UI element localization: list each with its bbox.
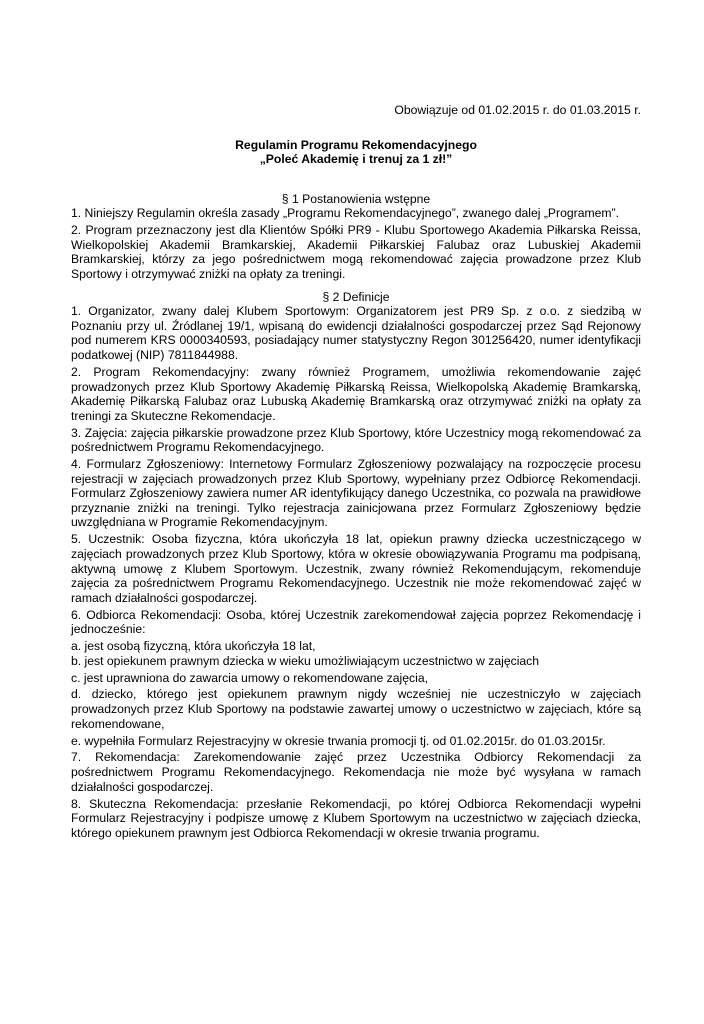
section-2-paragraph: 4. Formularz Zgłoszeniowy: Internetowy Formularz Zgłoszeniowy pozwalający na rozpoczęcie procesu rejestracji w zajęciach prowadzonych przez Klub Sportowy, wypełniany przez Odbiorcę Rekomendacji. Formularz Zgłoszeniowy zawiera numer AR identyfikujący danego Uczestnika, co pozwala na prawidłowe przyznanie zniżki na treningi. Tylko rejestracja zainicjowana przez Formularz Zgłoszeniowy będzie uwzględniana w Programie Rekomendacyjnym. xyxy=(71,457,641,530)
validity-period: Obowiązuje od 01.02.2015 r. do 01.03.2015 r. xyxy=(394,103,641,117)
section-2-paragraph: 1. Organizator, zwany dalej Klubem Sportowym: Organizatorem jest PR9 Sp. z o.o. z siedzibą w Poznaniu przy ul. Źródlanej 19/1, wpisaną do ewidencji działalności gospodarczej przez Sąd Rejonowy pod numerem KRS 0000340593, posiadający numer statystyczny Regon 301256420, numer identyfikacji podatkowej (NIP) 7811844988. xyxy=(71,304,641,363)
section-2-paragraph: 6. Odbiorca Rekomendacji: Osoba, której Uczestnik zarekomendował zajęcia poprzez Rekomendację i jednocześnie: xyxy=(71,607,641,637)
list-item: a. jest osobą fizyczną, która ukończyła 18 lat, xyxy=(71,639,316,654)
section-2-paragraph: 7. Rekomendacja: Zarekomendowanie zajęć przez Uczestnika Odbiorcy Rekomendacji za pośrednictwem Programu Rekomendacyjnego. Rekomendacja nie może być wysyłana w ramach działalności gospodarczej. xyxy=(71,750,641,794)
section-1-paragraph: 1. Niniejszy Regulamin określa zasady „Programu Rekomendacyjnego”, zwanego dalej „Programem”. xyxy=(71,206,620,221)
section-1-paragraph: 2. Program przeznaczony jest dla Klientów Spółki PR9 - Klubu Sportowego Akademia Piłkarska Reissa, Wielkopolskiej Akademii Bramkarskiej, Akademii Piłkarskiej Falubaz oraz Lubuskiej Akademii Bramkarskiej, którzy za jego pośrednictwem mogą rekomendować zajęcia prowadzone przez Klub Sportowy i otrzymywać zniżki na opłaty za treningi. xyxy=(71,223,641,282)
section-2-paragraph: 3. Zajęcia: zajęcia piłkarskie prowadzone przez Klub Sportowy, które Uczestnicy mogą rekomendować za pośrednictwem Programu Rekomendacyjnego. xyxy=(71,425,641,455)
list-item: b. jest opiekunem prawnym dziecka w wieku umożliwiającym uczestnictwo w zajęciach xyxy=(71,653,540,668)
section-2-paragraph: 8. Skuteczna Rekomendacja: przesłanie Rekomendacji, po której Odbiorca Rekomendacji wypełni Formularz Rejestracyjny i podpisze umowę z Klubem Sportowym na uczestnictwo w zajęciach dziecka, którego opiekunem prawnym jest Odbiorca Rekomendacji w okresie trwania programu. xyxy=(71,796,641,840)
section-2-paragraph: 2. Program Rekomendacyjny: zwany również Programem, umożliwia rekomendowanie zajęć prowadzonych przez Klub Sportowy Akademię Piłkarską Reissa, Wielkopolską Akademię Bramkarską, Akademię Piłkarską Falubaz oraz Lubuską Akademię Bramkarską oraz otrzymywać zniżki na opłaty za treningi za Skuteczne Rekomendacje. xyxy=(71,364,641,423)
section-1-heading: § 1 Postanowienia wstępne xyxy=(281,191,431,206)
section-2-heading: § 2 Definicje xyxy=(322,289,390,304)
list-item: d. dziecko, którego jest opiekunem prawnym nigdy wcześniej nie uczestniczyło w zajęciach prowadzonych przez Klub Sportowy na podstawie zawartej umowy o uczestnictwo w zajęciach, które są rekomendowane, xyxy=(71,687,641,731)
list-item: e. wypełniła Formularz Rejestracyjny w okresie trwania promocji tj. od 01.02.2015r. do 01.03.2015r. xyxy=(71,733,606,748)
section-2-paragraph: 5. Uczestnik: Osoba fizyczna, która ukończyła 18 lat, opiekun prawny dziecka uczestniczącego w zajęciach prowadzonych przez Klub Sportowy, która w okresie obowiązywania Programu ma podpisaną, aktywną umowę z Klubem Sportowym. Uczestnik, zwany również Rekomendującym, rekomenduje zajęcia za pośrednictwem Programu Rekomendacyjnego. Uczestnik nie może rekomendować zajęć w ramach działalności gospodarczej. xyxy=(71,532,641,605)
regulation-page xyxy=(71,103,641,843)
document-subtitle: „Poleć Akademię i trenuj za 1 zł!” xyxy=(259,152,453,167)
list-item: c. jest uprawniona do zawarcia umowy o rekomendowane zajęcia, xyxy=(71,670,429,685)
document-title: Regulamin Programu Rekomendacyjnego xyxy=(235,137,477,152)
